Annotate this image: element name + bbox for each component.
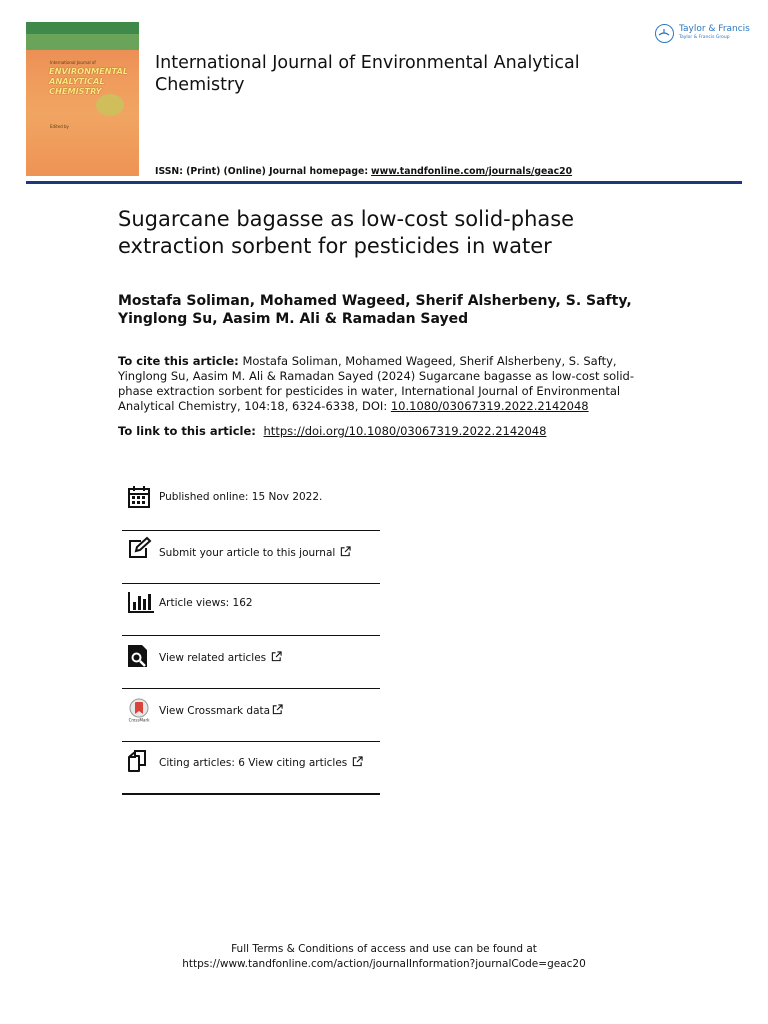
issn-line xyxy=(155,166,572,177)
cover-title-line: CHEMISTRY xyxy=(49,86,102,96)
journal-cover-image xyxy=(26,22,139,176)
cover-top-band xyxy=(26,22,139,34)
header-divider xyxy=(26,181,742,184)
crossmark-icon xyxy=(127,698,151,722)
terms-footer xyxy=(0,942,768,972)
external-link-icon xyxy=(272,704,283,715)
article-authors: Mostafa Soliman, Mohamed Wageed, Sherif Alsherbeny, S. Safty, Yinglong Su, Aasim M. Ali & Ramadan Sayed xyxy=(118,293,632,327)
publisher-name: Taylor & Francis xyxy=(679,24,750,34)
bar-chart-icon xyxy=(127,590,155,614)
info-divider xyxy=(122,741,380,742)
info-row-views xyxy=(122,585,380,637)
info-row-label: Published online: 15 Nov 2022. xyxy=(159,491,323,503)
footer-line-1: Full Terms & Conditions of access and use can be found at xyxy=(231,943,537,955)
cover-small-text: International Journal of xyxy=(50,60,96,65)
info-row-related[interactable] xyxy=(122,637,380,689)
article-title: Sugarcane bagasse as low-cost solid-phase extraction sorbent for pesticides in water xyxy=(118,207,575,258)
crossmark-icon-label: CrossMark xyxy=(128,717,150,723)
citation-label: To cite this article: xyxy=(118,354,239,368)
taylor-francis-logo-icon xyxy=(655,24,674,43)
submit-article-link[interactable] xyxy=(159,546,351,560)
citing-articles-icon xyxy=(127,749,151,773)
footer-terms-link[interactable]: https://www.tandfonline.com/action/journalInformation?journalCode=geac20 xyxy=(182,958,586,970)
info-divider-bottom xyxy=(122,793,380,795)
journal-title: International Journal of Environmental Analytical Chemistry xyxy=(155,53,580,95)
info-row-label: Submit your article to this journal xyxy=(159,547,336,559)
publisher-group: Taylor & Francis Group xyxy=(679,35,730,40)
search-document-icon xyxy=(127,644,151,668)
publisher-logo xyxy=(655,22,750,46)
info-row-submit[interactable] xyxy=(122,532,380,584)
article-link-line xyxy=(118,424,658,439)
external-link-icon xyxy=(352,756,363,767)
info-row-citing[interactable] xyxy=(122,743,380,795)
cover-second-band xyxy=(26,34,139,50)
info-row-label: View related articles xyxy=(159,652,267,664)
info-divider xyxy=(122,530,380,531)
cover-title-line: ANALYTICAL xyxy=(49,76,105,86)
issn-label: ISSN: (Print) (Online) Journal homepage: xyxy=(155,166,369,177)
external-link-icon xyxy=(340,546,351,557)
cover-title xyxy=(49,66,135,96)
info-row-label: View Crossmark data xyxy=(159,705,271,717)
external-link-icon xyxy=(271,651,282,662)
edit-icon xyxy=(127,537,151,561)
citation-block xyxy=(118,354,658,414)
info-divider xyxy=(122,688,380,689)
info-divider xyxy=(122,635,380,636)
article-doi-link[interactable]: https://doi.org/10.1080/03067319.2022.2142048 xyxy=(263,424,547,438)
info-row-published xyxy=(122,478,380,530)
citation-doi-link[interactable]: 10.1080/03067319.2022.2142048 xyxy=(390,399,589,413)
info-row-label: Article views: 162 xyxy=(159,597,253,609)
related-articles-link[interactable] xyxy=(159,651,282,665)
journal-homepage-link[interactable]: www.tandfonline.com/journals/geac20 xyxy=(371,166,573,177)
crossmark-link[interactable] xyxy=(159,704,283,718)
cover-emblem xyxy=(96,94,124,116)
citation-text: Mostafa Soliman, Mohamed Wageed, Sherif Alsherbeny, S. Safty, Yinglong Su, Aasim M. Ali & Ramadan Sayed (2024) Sugarcane bagasse as low-cost solid-phase extraction sorbent for pesticides in water, International Journal of Environmental Analytical Chemistry, 104:18, 6324-6338, DOI: xyxy=(118,354,634,413)
info-row-label: Citing articles: 6 View citing articles xyxy=(159,757,348,769)
cover-title-line: ENVIRONMENTAL xyxy=(49,66,129,76)
article-link-label: To link to this article: xyxy=(118,424,256,438)
info-divider xyxy=(122,583,380,584)
info-row-crossmark[interactable] xyxy=(122,690,380,742)
citing-articles-link[interactable] xyxy=(159,756,363,770)
calendar-icon xyxy=(127,485,151,509)
cover-editor-text: Edited by xyxy=(50,124,69,129)
